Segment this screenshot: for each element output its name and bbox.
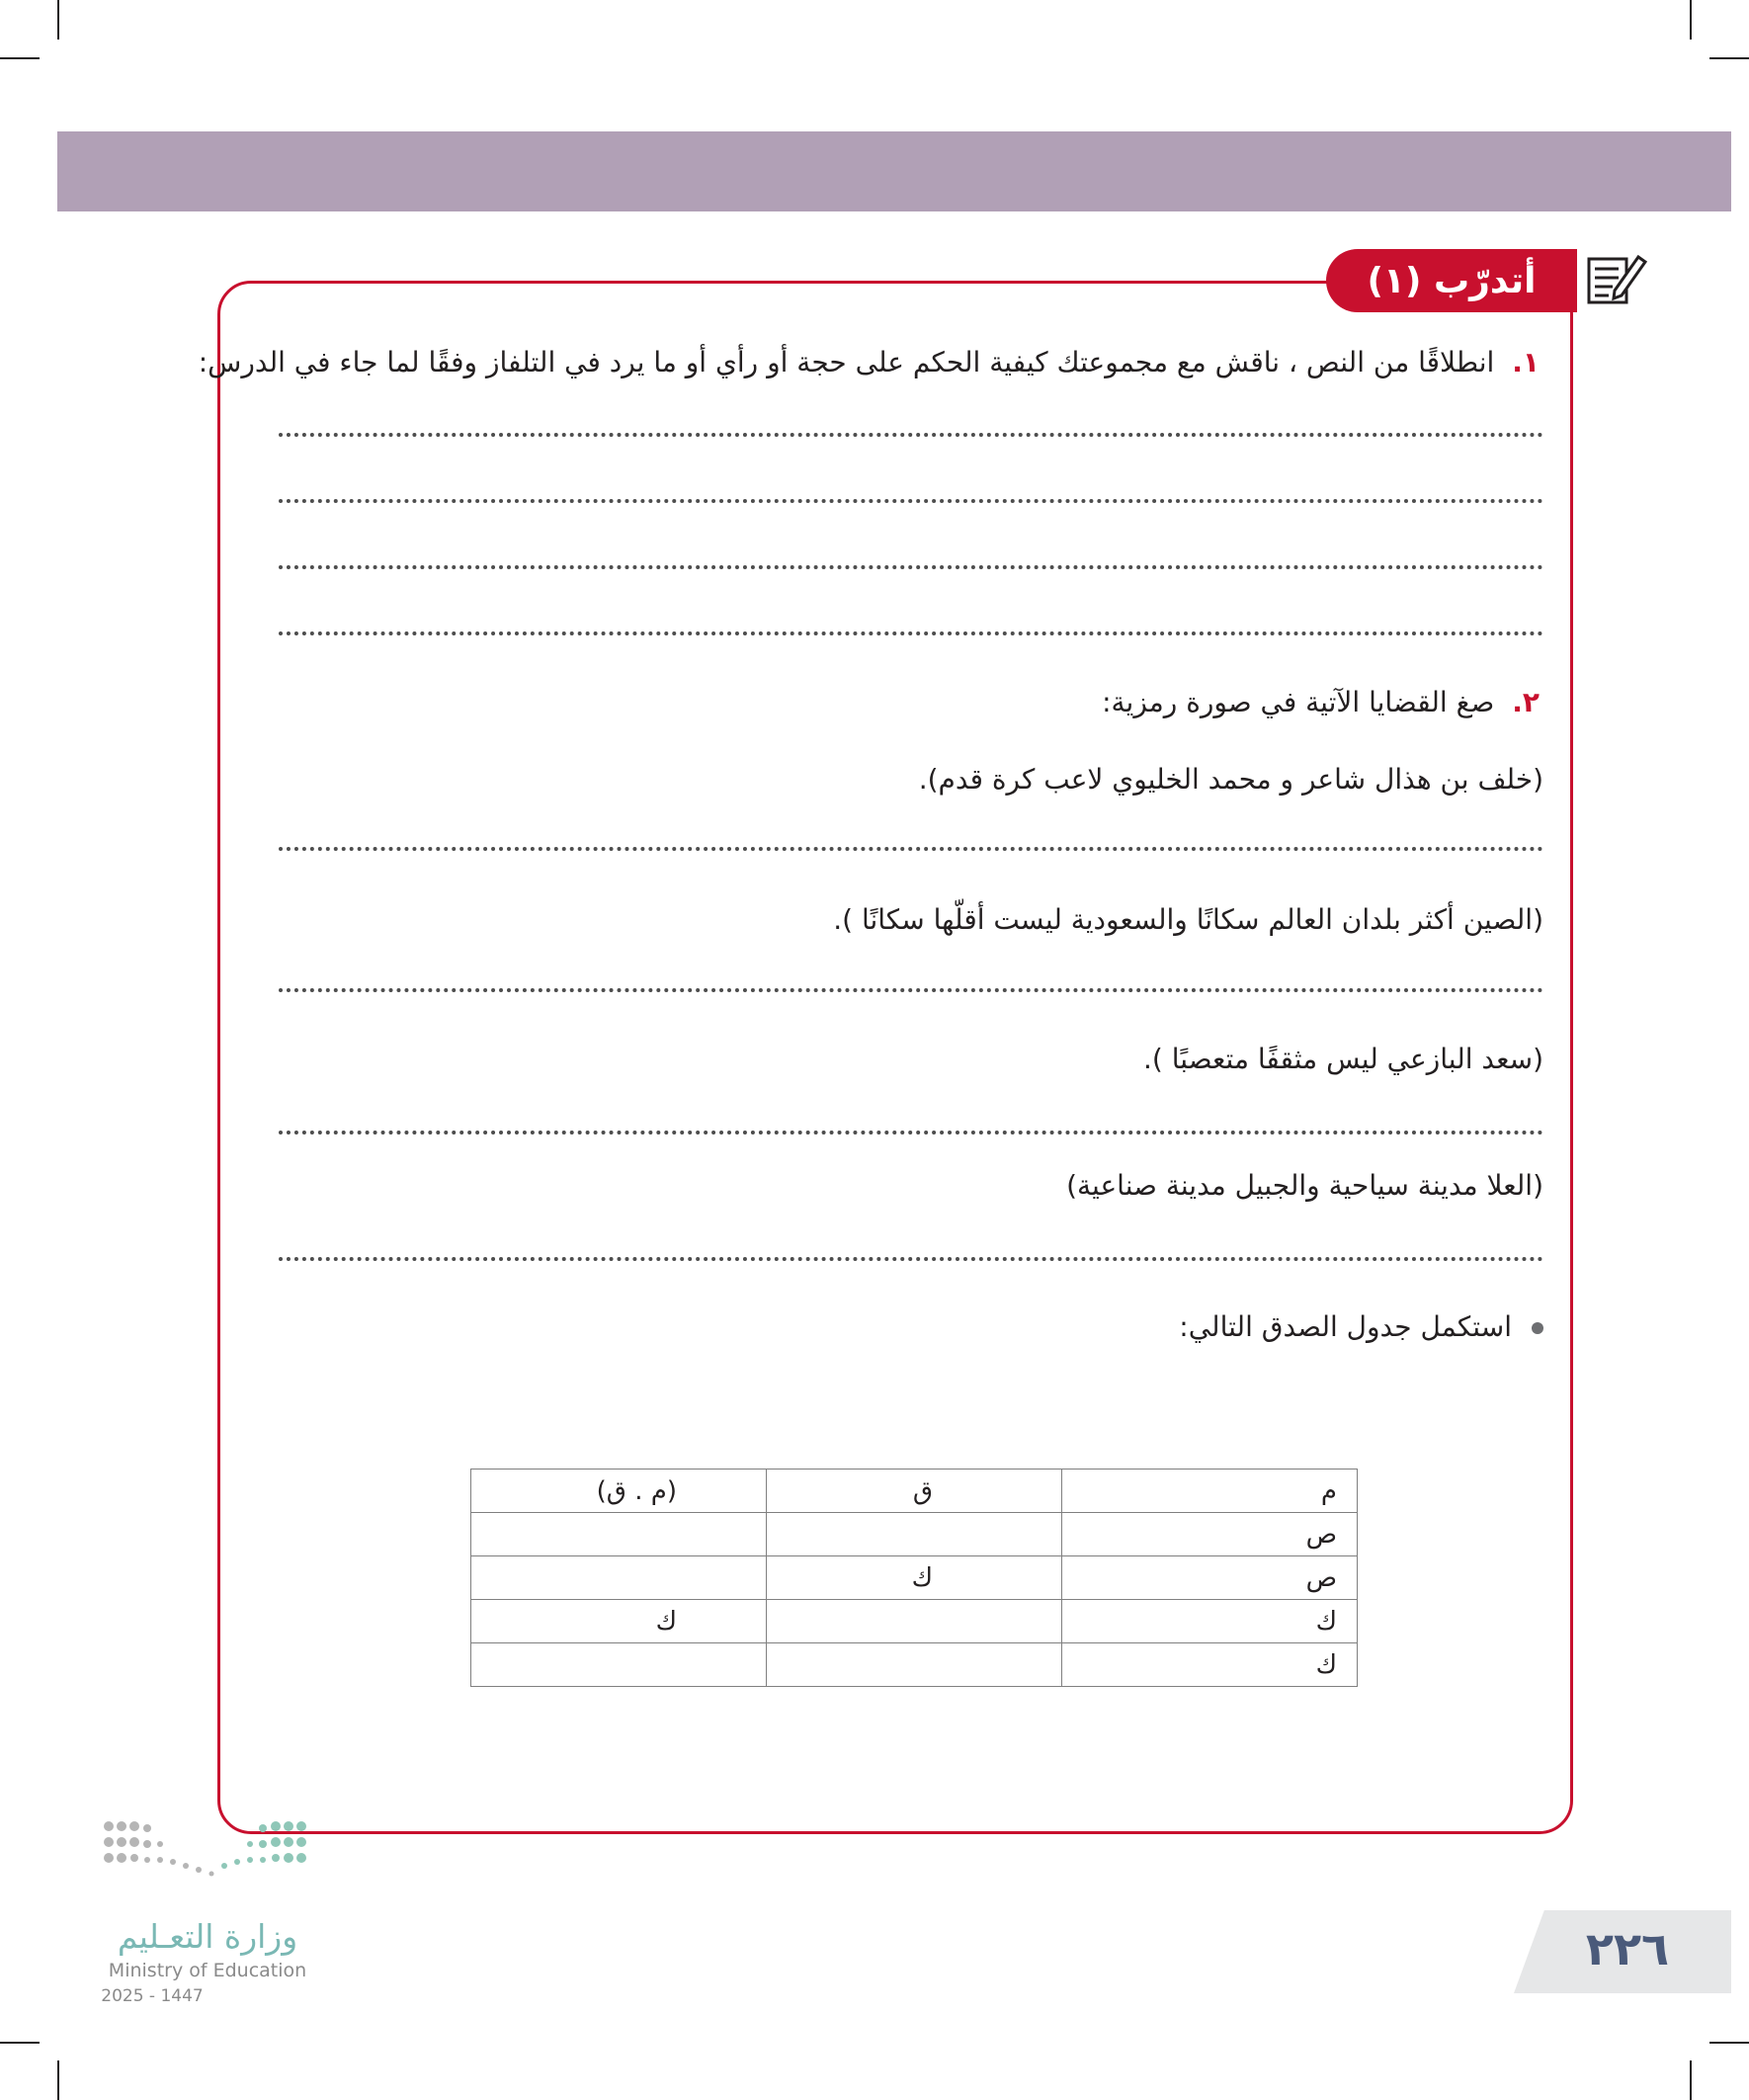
question-1 — [199, 346, 1540, 378]
table-cell[interactable] — [767, 1643, 1062, 1687]
answer-line[interactable] — [279, 499, 1543, 503]
bullet-icon — [1532, 1322, 1543, 1334]
ministry-year: 2025 - 1447 — [101, 1986, 204, 2006]
table-header: م — [1062, 1470, 1358, 1513]
table-header: (م . ق) — [471, 1470, 767, 1513]
table-cell[interactable] — [767, 1600, 1062, 1643]
truth-table-instruction: استكمل جدول الصدق التالي: — [1179, 1310, 1543, 1343]
table-cell[interactable] — [471, 1643, 767, 1687]
exercise-badge — [1326, 249, 1577, 312]
table-cell: ص — [1062, 1556, 1358, 1600]
answer-line[interactable] — [279, 565, 1543, 569]
table-cell: ك — [767, 1556, 1062, 1600]
table-cell: ك — [1062, 1643, 1358, 1687]
ministry-logo — [99, 1814, 316, 1893]
table-cell: ص — [1062, 1513, 1358, 1556]
question-2-text: صغ القضايا الآتية في صورة رمزية: — [1102, 686, 1495, 718]
answer-line[interactable] — [279, 1257, 1543, 1261]
question-2 — [1102, 686, 1540, 718]
crop-mark — [57, 2060, 59, 2100]
table-cell: ك — [471, 1600, 767, 1643]
answer-line[interactable] — [279, 988, 1543, 992]
crop-mark — [57, 0, 59, 40]
question-2-number: ٢. — [1512, 686, 1540, 718]
table-row — [471, 1600, 1358, 1643]
header-band — [57, 131, 1731, 211]
notebook-pencil-icon — [1575, 241, 1652, 318]
ministry-name-english: Ministry of Education — [108, 1960, 307, 1981]
crop-mark — [0, 57, 40, 59]
proposition-item: (سعد البازعي ليس مثقفًا متعصبًا ). — [1143, 1043, 1543, 1075]
crop-mark — [1690, 0, 1692, 40]
crop-mark — [0, 2042, 40, 2044]
exercise-badge-label: أتدرّب (١) — [1367, 260, 1537, 301]
table-header: ق — [767, 1470, 1062, 1513]
crop-mark — [1690, 2060, 1692, 2100]
truth-table — [470, 1469, 1358, 1687]
crop-mark — [1709, 57, 1749, 59]
proposition-item: (الصين أكثر بلدان العالم سكانًا والسعودية ليست أقلّها سكانًا ). — [833, 903, 1543, 936]
question-1-text: انطلاقًا من النص ، ناقش مع مجموعتك كيفية الحكم على حجة أو رأي أو ما يرد في التلفاز وفقًا لما جاء في الدرس: — [198, 346, 1495, 378]
table-row — [471, 1513, 1358, 1556]
proposition-item: (العلا مدينة سياحية والجبيل مدينة صناعية) — [1066, 1169, 1543, 1202]
table-cell[interactable] — [767, 1513, 1062, 1556]
table-cell[interactable] — [471, 1556, 767, 1600]
table-cell[interactable] — [471, 1513, 767, 1556]
answer-line[interactable] — [279, 847, 1543, 851]
ministry-logo-dots-icon — [99, 1814, 316, 1893]
table-cell: ك — [1062, 1600, 1358, 1643]
table-row — [471, 1643, 1358, 1687]
page-number: ٢٢٦ — [1585, 1922, 1670, 1975]
crop-mark — [1709, 2042, 1749, 2044]
question-1-number: ١. — [1512, 346, 1540, 378]
proposition-item: (خلف بن هذال شاعر و محمد الخليوي لاعب كرة قدم). — [918, 763, 1543, 796]
table-header-row — [471, 1470, 1358, 1513]
answer-line[interactable] — [279, 433, 1543, 437]
answer-line[interactable] — [279, 631, 1543, 635]
answer-line[interactable] — [279, 1131, 1543, 1134]
table-row — [471, 1556, 1358, 1600]
ministry-name-arabic: وزارة التعـليم — [117, 1917, 298, 1956]
